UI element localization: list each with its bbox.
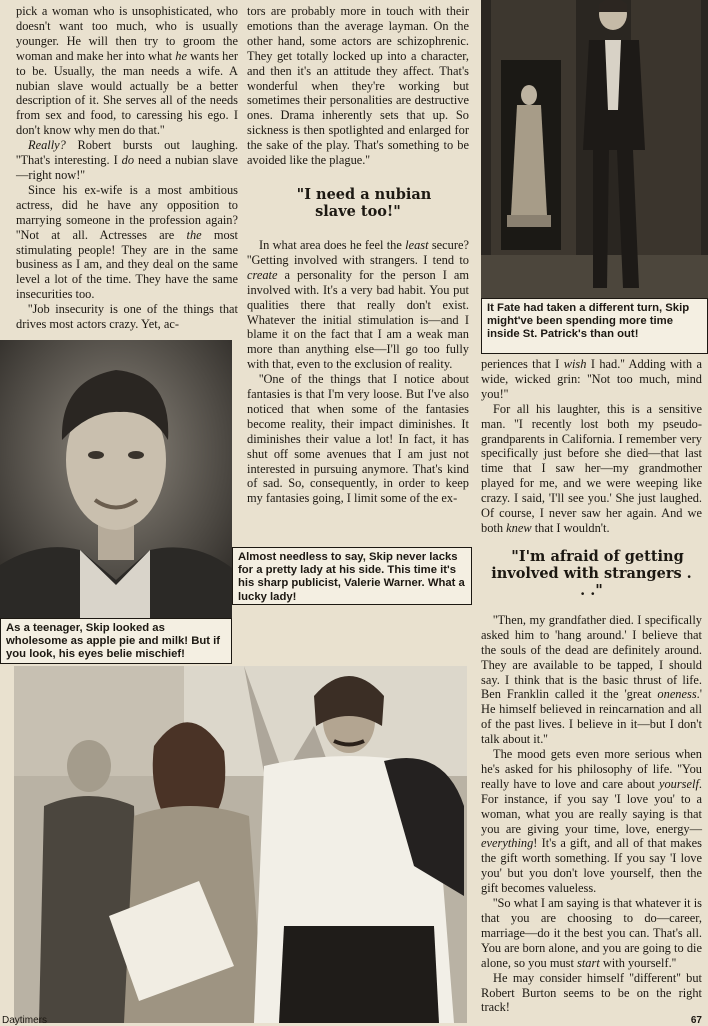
magazine-name: Daytimers xyxy=(2,1015,48,1026)
paragraph: periences that I wish I had.'' Adding with a wide, wicked grin: ''Not too much, mind you!'' xyxy=(481,357,702,401)
paragraph: He may consider himself ''different'' but Robert Burton seems to be on the right track! xyxy=(481,970,702,1015)
paragraph: The mood gets even more serious when he's asked for his philosophy of life. ''You really have to love and care about yourself. For instance, if you say 'I love you' to a woman, what you are really saying is that you are giving your time, love, energy—everything! It's a gift, and all of that makes the gift worth something. If you say 'I love you' but you don't love yourself, then the gift becomes valueless. xyxy=(481,747,702,896)
paragraph: Since his ex-wife is a most ambitious actress, did he have any opposition to marrying someone in the profession again? ''Not at all. Actresses are the most stimulating people! They are in the same business as I am, and they deal on the same level a lot of the time. They have the same insecurities too. xyxy=(16,182,238,302)
column-3-text xyxy=(481,357,702,1015)
column-1-text xyxy=(16,4,238,332)
subheadline: "I'm afraid of getting involved with strangers . . ." xyxy=(491,547,692,599)
paragraph: ''Job insecurity is one of the things that drives most actors crazy. Yet, ac- xyxy=(16,302,238,332)
column-2-text xyxy=(247,4,469,506)
paragraph: In what area does he feel the least secure? ''Getting involved with strangers. I tend to create a personality for the person I am involved with. It's a very bad habit. You put qualities there that really don't exist. Whatever the initial stimulation is—and I blame it on the fact that I am a weak man more than anything else—I'll go too fully with that, even to the exclusion of reality. xyxy=(247,237,469,372)
church-photo xyxy=(481,0,708,298)
paragraph: pick a woman who is unsophisticated, who doesn't want too much, who is usually younger. He will then try to groom the woman and make her into what he wants her to be. Usually, the man needs a wife. A nubian slave would actually be a better description of it. She serves all of the needs from sex and food, to caressing his ego. I don't know why men do that.'' xyxy=(16,4,238,138)
teen-caption: As a teenager, Skip looked as wholesome as apple pie and milk! But if you look, his eyes belie mischief! xyxy=(0,618,232,664)
church-caption: It Fate had taken a different turn, Skip might've been spending more time inside St. Patrick's than out! xyxy=(481,298,708,354)
subheadline: "I need a nubian slave too!" xyxy=(296,185,432,220)
paragraph: ''Then, my grandfather died. I specifically asked him to 'hang around.' I believe that the souls of the dead are definitely around. They are available to be tapped, I should say. I think that is the basic thrust of life. Ben Franklin called it the 'great oneness.' He himself believed in reincarnation and all of the past lives. I believe in it—but I don't talk about it.'' xyxy=(481,612,702,747)
paragraph: tors are probably more in touch with their emotions than the average layman. On the other hand, some actors are schizophrenic. They get totally locked up into a character, and then it's an attitude they affect. That's wonderful when they're working but sometimes their personalities are destructive ones. Drama inherently sets that up. So sickness is then spotlighted and enlarged for the sake of the play. That's something to be avoided like the plague.'' xyxy=(247,4,469,168)
page-number: 67 xyxy=(690,1015,702,1026)
street-photo xyxy=(14,666,467,1023)
paragraph: ''So what I am saying is that whatever it is that you are choosing to do—career, marriage—do it the best you can. That's all. You are born alone, and you are going to die alone, so you must start with yourself.'' xyxy=(481,896,702,970)
paragraph: For all his laughter, this is a sensitive man. ''I recently lost both my pseudo-grandparents in California. I remember very specifically just before she died—that last time that I saw her—my grandmother played for me, and we were weeping like crazy. I said, 'I'll see you.' She just laughed. Of course, I never saw her again. And we both knew that I wouldn't. xyxy=(481,401,702,535)
paragraph: Really? Robert bursts out laughing. ''That's interesting. I do need a nubian slave—right now!'' xyxy=(16,138,239,182)
teen-portrait-photo xyxy=(0,340,232,618)
publicist-caption: Almost needless to say, Skip never lacks for a pretty lady at his side. This time it's his sharp publicist, Valerie Warner. What a lucky lady! xyxy=(232,547,472,605)
paragraph: ''One of the things that I notice about fantasies is that I'm very loose. But I've also noticed that when some of the fantasies become reality, their impact diminishes. It diminishes their value a lot! In fact, it has shut off some avenues that I am just not interested in pursuing anymore. That's kind of sad. So, consequently, in order to keep my fantasies going, I limit some of the ex- xyxy=(247,372,469,506)
